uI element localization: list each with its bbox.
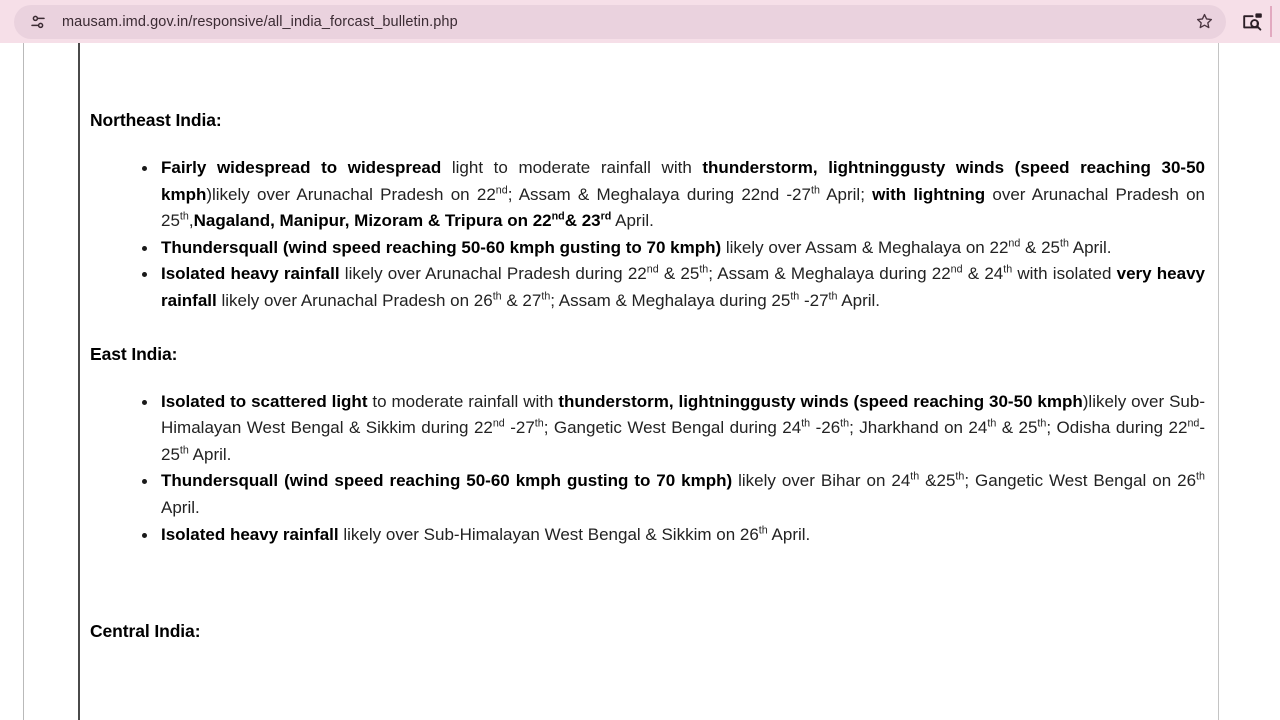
body-text: April; [819,184,873,204]
ordinal-suffix: th [758,523,768,536]
page-content-area [0,43,1280,720]
forecast-bullet-item [90,389,1205,469]
body-text: & 27 [501,290,542,310]
body-text: -25 [161,418,1206,464]
forecast-bullet-item [90,155,1205,235]
body-text: likely over Sub-Himalayan West Bengal & Sikkim on 26 [338,524,759,544]
forecast-bullet-item [90,235,1205,262]
section-heading: East India: [90,343,178,364]
ordinal-suffix: th [492,290,502,303]
forecast-bullet-item [90,468,1205,521]
forecast-bullet-list [90,389,1205,549]
body-text: &25 [919,471,956,491]
page-search-icon[interactable] [1236,5,1270,39]
emphasis-text: Nagaland, Manipur, Mizoram & Tripura on 22 [193,211,552,231]
emphasis-text: thunderstorm, lightninggusty winds (speed reaching 30-50 kmph [161,158,1206,204]
emphasis-text: very heavy rainfall [161,264,1205,310]
ordinal-suffix: th [699,263,709,276]
emphasis-text: Isolated heavy rainfall [161,264,340,284]
document-right-border [1218,43,1219,720]
browser-toolbar [0,0,1280,43]
url-text[interactable]: mausam.imd.gov.in/responsive/all_india_forcast_bulletin.php [62,13,458,30]
body-text: ; Odisha during 22 [1046,418,1188,438]
ordinal-suffix: th [840,417,850,430]
body-text: -27 [799,290,829,310]
body-text: ; Assam & Meghalaya during 22nd -27 [507,184,811,204]
ordinal-suffix: th [541,290,551,303]
body-text: )likely over Sub-Himalayan West Bengal & Sikkim during 22 [161,391,1205,438]
ordinal-suffix: th [179,210,189,223]
body-text: -26 [810,418,841,438]
ordinal-suffix: nd [950,263,963,276]
body-text: ; Gangetic West Bengal on 26 [964,471,1197,491]
ordinal-suffix: nd [646,263,659,276]
spacer [90,642,1205,670]
emphasis-text: Thundersquall (wind speed reaching 50-60 kmph gusting to 70 kmph) [161,471,733,491]
section-heading: Central India: [90,621,201,642]
ordinal-suffix: th [179,444,189,457]
body-text: ; Gangetic West Bengal during 24 [543,418,802,438]
ordinal-suffix: nd [551,210,565,223]
ordinal-suffix: rd [600,210,612,223]
ordinal-suffix: th [801,417,811,430]
body-text: April. [837,290,881,310]
window-edge-divider [1270,6,1272,37]
body-text: likely over Arunachal Pradesh during 22 [339,264,647,284]
emphasis-text: Thundersquall (wind speed reaching 50-60 kmph gusting to 70 kmph) [161,237,722,257]
body-text: likely over Arunachal Pradesh on 26 [216,290,493,310]
emphasis-text: thunderstorm, lightninggusty winds (speed reaching 30-50 kmph [558,391,1083,411]
body-text: April. [767,524,811,544]
spacer [90,315,1205,343]
body-text: April. [188,444,232,464]
body-text: April. [1068,237,1112,257]
ordinal-suffix: th [790,290,800,303]
ordinal-suffix: th [955,470,965,483]
body-text: April. [161,497,200,517]
ordinal-suffix: th [534,417,544,430]
emphasis-text: Isolated to scattered light [161,391,368,411]
ordinal-suffix: th [810,183,820,196]
body-text: ; Assam & Meghalaya during 22 [708,264,951,284]
body-text: ; Jharkhand on 24 [849,418,988,438]
body-text: over Arunachal Pradesh on 25 [161,184,1205,231]
document-inner-border [78,43,80,720]
body-text: )likely over Arunachal Pradesh on 22 [206,184,496,204]
body-text: & 25 [1020,237,1061,257]
ordinal-suffix: th [1060,237,1069,250]
document-outer-border [23,43,24,720]
spacer [90,131,1205,155]
body-text: to moderate rainfall with [367,391,559,411]
forecast-bullet-item [90,261,1205,314]
ordinal-suffix: th [1003,263,1013,276]
emphasis-text: with lightning [872,184,986,204]
body-text: , [188,211,194,231]
body-text: & 25 [996,418,1038,438]
ordinal-suffix: nd [1008,237,1021,250]
body-text: with isolated [1012,264,1117,284]
spacer [90,365,1205,389]
body-text: April. [611,211,654,231]
forecast-bullet-item [90,522,1205,549]
site-info-icon[interactable] [28,12,48,32]
ordinal-suffix: nd [495,183,508,196]
star-icon[interactable] [1190,8,1218,36]
ordinal-suffix: th [1037,417,1047,430]
body-text: & 24 [962,264,1004,284]
body-text: & 25 [658,264,700,284]
ordinal-suffix: th [910,470,920,483]
body-text: ; Assam & Meghalaya during 25 [550,290,791,310]
ordinal-suffix: nd [1187,417,1200,430]
spacer [90,548,1205,620]
emphasis-text: Fairly widespread to widespread [161,158,442,177]
body-text: light to moderate rainfall with [441,158,703,177]
address-bar[interactable] [14,5,1226,39]
forecast-bullet-list [90,155,1205,315]
body-text: likely over Bihar on 24 [732,471,911,491]
ordinal-suffix: th [987,417,997,430]
emphasis-text: & 23 [564,211,601,231]
body-text: likely over Assam & Meghalaya on 22 [721,237,1009,257]
emphasis-text: Isolated heavy rainfall [161,524,339,544]
body-text: -27 [504,418,535,438]
forecast-bulletin-body [90,43,1205,670]
ordinal-suffix: nd [492,417,505,430]
ordinal-suffix: th [1196,470,1205,483]
ordinal-suffix: th [828,290,838,303]
section-heading: Northeast India: [90,110,222,130]
